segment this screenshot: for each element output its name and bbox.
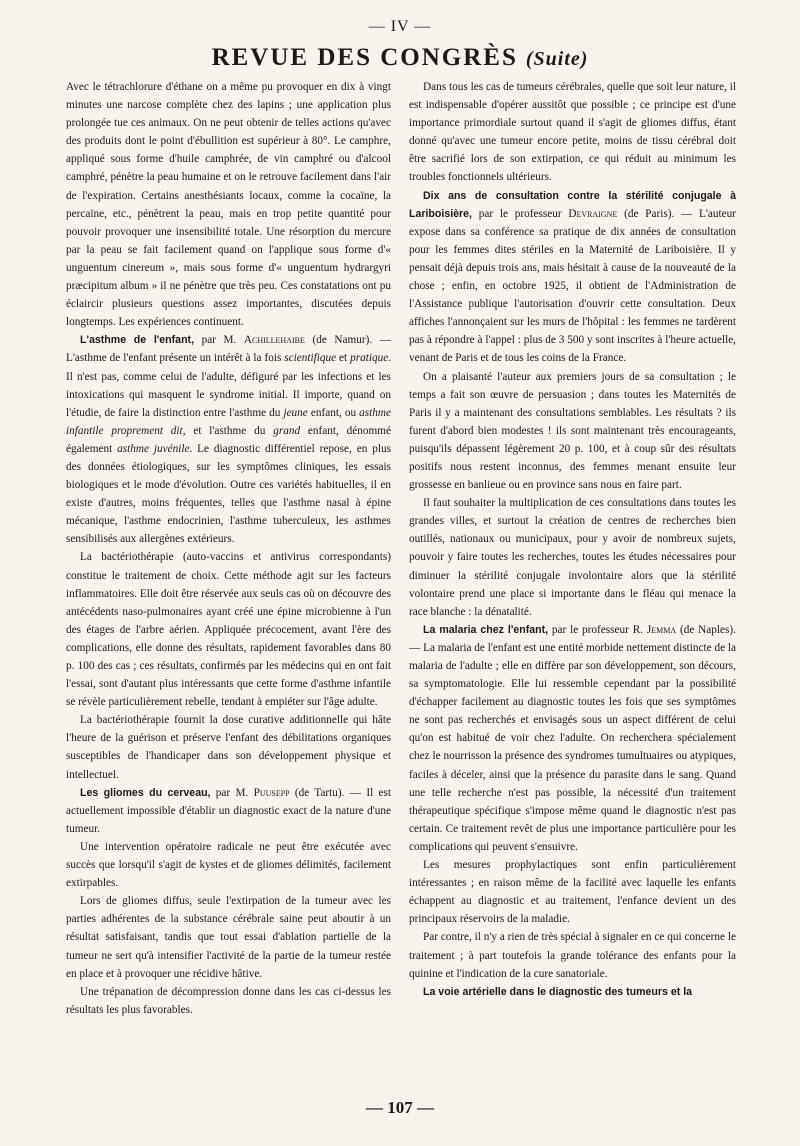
sterilite-article [409,187,736,368]
voie-arterielle-article [409,983,736,1001]
author-name: Jemma [646,623,677,636]
article-heading: Dix ans de consultation contre la stérilité conjugale à Lariboisière, [409,189,736,220]
paragraph: Avec le tétrachlorure d'éthane on a même pu provoquer en dix à vingt minutes une narcose complète chez des lapins ; une application plus prolongée tue ces animaux. On ne peut obtenir de telles actions qu'avec des produits dont le point d'ébullition est supérieur à 80°. Le camphre, appliqué sous forme d'huile camphrée, de vin camphré ou d'alcool camphré, pénètre la peau humaine et on le retrouve facilement dans l'air de l'expiration. Certains anesthésiants locaux, comme la cocaïne, la percaïne, etc., pénètrent la peau, mais en trop petite quantité pour pouvoir provoquer une insensibilité totale. Une résorption du mercure par la peau se fait facilement quand on l'applique sous forme d'« unguentum cinereum », mais sous forme d'« unguentum hydrargyri præcipitum album » il ne pénètre que très peu. Ces constatations ont pu éclaircir plusieurs questions assez importantes, discutées depuis longtemps. Les expériences continuent. [66,81,391,329]
article-heading: L'asthme de l'enfant, [80,334,195,347]
text: par le professeur R. [548,623,647,636]
article-heading: Les gliomes du cerveau, [80,786,211,799]
paragraph: Par contre, il n'y a rien de très spécial à signaler en ce qui concerne le traitement ; à part toutefois la grande tolérance des enfants pour la quinine et l'indication de la cure sanatoriale. [409,931,736,980]
text: et [336,352,351,365]
text: par le professeur [472,207,569,220]
gliomes-article [66,784,391,838]
italic-text: grand [273,424,301,437]
text: . Il n'est pas, comme celui de l'adulte, défiguré par les infections et les intoxications qui masquent le syndrome initial. Il importe, quand on l'étudie, de faire la distinction entre l'asthme du [66,352,391,419]
section-subtitle: (Suite) [525,48,589,70]
page-number: — 107 — [366,1098,434,1117]
author-name: Devraigne [568,207,618,220]
article-heading: La voie artérielle dans le diagnostic des tumeurs et la [423,985,693,998]
paragraph: Les mesures prophylactiques sont enfin particulièrement intéressantes ; en raison même de la facilité avec laquelle les enfants échappent au diagnostic et au traitement, l'enfance devient un des principaux réservoirs de la maladie. [409,859,736,926]
roman-folio: — IV — [368,18,432,35]
paragraph: Lors de gliomes diffus, seule l'extirpation de la tumeur avec les parties adhérentes de la substance cérébrale saine peut aboutir à un résultat satisfaisant, tandis que tout essai d'ablation partielle de la tumeur ne sert qu'à intensifier l'activité de la partie de la tumeur restée en place et à provoquer une récidive hâtive. [66,895,391,980]
paragraph: Une intervention opératoire radicale ne peut être exécutée avec succès que lorsqu'il s'agit de kystes et de gliomes délimités, facilement extirpables. [66,840,391,890]
left-column [66,78,391,1093]
section-title [0,44,800,72]
article-heading: La malaria chez l'enfant, [423,623,549,636]
paragraph: La bactériothérapie fournit la dose curative additionnelle qui hâte l'heure de la guérison et préserve l'enfant des débilitations organiques susceptibles de l'handicaper dans son développement physique et intellectuel. [66,714,391,781]
paragraph: On a plaisanté l'auteur aux premiers jours de sa consultation ; le temps a fait son œuvre de persuasion ; dans toutes les Maternités de Paris il y a maintenant des consultations semblables. Les résultats ? ils furent d'abord bien modestes ! ils sont maintenant très encourageants, puisqu'ils dépassent légèrement 20 p. 100, et à coup sûr des résultats positifs nous restent inconnus, des femmes menant ensuite leur grossesse en banlieue ou en province sans nous en faire part. [409,370,736,492]
text: (de Tartu). — Il est actuellement impossible d'établir un diagnostic exact de la nature d'une tumeur. [66,786,391,835]
text: , et l'asthme du [182,424,274,437]
author-name: Puusepp [253,786,290,799]
italic-text: asthme juvénile [117,442,190,455]
asthme-article [66,331,391,548]
text: (de Namur). — L'asthme de l'enfant présente un intérêt à la fois [66,334,391,365]
text: par M. [210,786,254,799]
italic-text: scientifique [284,352,337,365]
section-title-text: REVUE DES CONGRÈS [211,44,518,71]
italic-text: jeune [283,406,308,419]
paragraph: Il faut souhaiter la multiplication de ces consultations dans toutes les grandes villes, et surtout la création de centres de recherches bien outillés, nationaux ou municipaux, pour y avoir de nombreux sujets, pouvoir y faire toutes les recherches, toutes les études nécessaires pour diminuer la stérilité conjugale involontaire alors que la stérilité volontaire prend une place si importante dans le fléau qui menace la race blanche : la dénatalité. [409,497,736,618]
text: (de Paris). — L'auteur expose dans sa conférence sa pratique de dix années de consultation pour les femmes dites stériles en la Maternité de Lariboisière. Il y pensait déjà depuis trois ans, mais hésitait à cause de la nouveauté de la chose ; enfin, en octobre 1925, il obtient de l'Administration de l'Assistance publique l'autorisation d'ouvrir cette consultation. Deux affiches l'annonçaient sur les murs de l'hôpital : les femmes ne tardèrent pas à répondre à l'appel : plus de 3 500 y sont inscrites à l'heure actuelle, venant de Paris et de tous les coins de la France. [409,207,736,365]
italic-text: asthme infantile proprement dit [66,406,391,437]
italic-text: pratique [350,352,389,365]
text: par M. [194,334,244,347]
paragraph: Une trépanation de décompression donne dans les cas ci-dessus les résultats les plus favorables. [66,985,391,1016]
text: (de Naples). — La malaria de l'enfant est une entité morbide nettement distincte de la malaria de l'adulte ; elle en diffère par son développement, son décours, sa symptomatologie. Elle lui ressemble cependant par la possibilité d'échapper facilement au diagnostic toutes les fois que ses symptômes ne sont pas recherchés et envisagés sous un aspect différent de celui qu'on est habitué de voir chez l'adulte. On recherchera spécialement chez le nourrisson la présence des syndromes tumultuaires ou atypiques, faciles à déceler, ainsi que la présence du parasite dans le sang. Quand une telle recherche n'est pas possible, la nécessité d'un traitement thérapeutique spécifique s'impose même quand le diagnostic n'est pas certain. Ce traitement revêt de plus une importance particulière pour les complications qui peuvent s'ensuivre. [409,623,736,853]
text: enfant, ou [307,406,360,419]
text: . Le diagnostic différentiel repose, en plus des données étiologiques, sur les symptômes cliniques, les essais biologiques et le mode d'évolution. Outre ces variétés habituelles, il en existe d'autres, moins fréquentes, telles que l'asthme nasal à épine mécanique, l'asthme endocrinien, l'asthme tuberculeux, les asthmes sensibilisés aux allergènes extérieurs. [66,442,391,546]
malaria-article [409,621,736,856]
paragraph: Dans tous les cas de tumeurs cérébrales, quelle que soit leur nature, il est indispensable d'opérer aussitôt que possible ; ce principe est d'une importance primordiale surtout quand il s'agit de gliomes diffus, étant donné qu'avec une tumeur encore petite, moins de tissu cérébral doit être sacrifié lors de son extirpation, ce qui réduit au minimum les troubles fonctionnels ultérieurs. [409,81,736,184]
right-column [409,78,736,1093]
paragraph: La bactériothérapie (auto-vaccins et antivirus correspondants) constitue le traitement de choix. Cette méthode agit sur les facteurs inflammatoires. Elle doit être réservée aux seuls cas où on découvre des antécédents naso-pulmonaires ayant créé une épine microbienne à l'un des étages de l'arbre aérien. Appliquée précocement, avant l'ère des complications, elle donne des résultats, rapidement favorables dans 80 p. 100 des cas ; ces résultats, confirmés par les médecins qui en ont fait l'essai, sont d'autant plus intéressants que cette forme d'asthme infantile se révèle particulièrement rebelle, tendant à empiéter sur l'âge adulte. [66,551,391,709]
author-name: Achillehaibe [243,334,305,347]
text: enfant, dénommé également [66,424,391,455]
